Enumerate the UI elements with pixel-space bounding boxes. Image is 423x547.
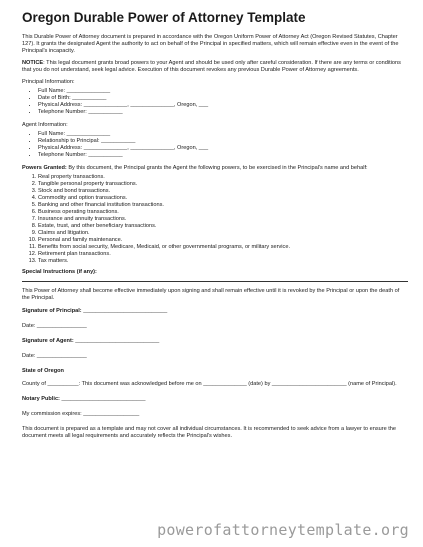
- agent-field: • Full Name: ______________: [38, 131, 408, 138]
- commission-expires: My commission expires: __________________: [22, 411, 140, 417]
- principal-field: • Full Name: ______________: [38, 88, 408, 95]
- state-heading: [22, 368, 408, 375]
- power-item: 11. Benefits from social security, Medicare, Medicaid, or other governmental programs, or military service.: [38, 244, 408, 251]
- power-item: 6. Business operating transactions.: [38, 209, 408, 216]
- notice-text: : This legal document grants broad powers to your Agent and should be used only after careful consideration. If there are any terms or conditions that you do not understand, seek legal advice. Execution of this document revokes any previous Durable Power of Attorney agreements.: [22, 60, 401, 73]
- principal-signature-line: [22, 308, 408, 315]
- state-label: State of Oregon: [22, 368, 64, 374]
- principal-date: Date: ________________: [22, 323, 87, 329]
- power-item: 2. Tangible personal property transactions.: [38, 181, 408, 188]
- power-item: 12. Retirement plan transactions.: [38, 251, 408, 258]
- footer-disclaimer: This document is prepared as a template and may not cover all individual circumstances. It is recommended to seek advice from a lawyer to ensure the document meets all legal requirements and accurately reflects the Principal's wishes.: [22, 426, 397, 439]
- effective-paragraph: This Power of Attorney shall become effective immediately upon signing and shall remain effective until it is revoked by the Principal or upon the death of the Principal.: [22, 288, 400, 301]
- principal-field: • Physical Address: ______________, ______________, Oregon, ___: [38, 102, 408, 109]
- county-acknowledgment: County of __________: This document was acknowledged before me on ______________ (date) by ________________________ (name of Principal).: [22, 381, 397, 387]
- power-item: 9. Claims and litigation.: [38, 230, 408, 237]
- notice-label: NOTICE: [22, 60, 44, 66]
- powers-list: [22, 174, 408, 265]
- special-instructions-heading: Special Instructions (if any):: [22, 269, 97, 275]
- special-instructions-line: [22, 281, 408, 282]
- power-item: 1. Real property transactions.: [38, 174, 408, 181]
- agent-signature-label: Signature of Agent:: [22, 338, 74, 344]
- agent-header: Agent Information:: [22, 122, 68, 128]
- principal-header: Principal Information:: [22, 79, 75, 85]
- notice-paragraph: [22, 60, 408, 74]
- powers-label: Powers Granted:: [22, 165, 67, 171]
- power-item: 3. Stock and bond transactions.: [38, 188, 408, 195]
- power-item: 7. Insurance and annuity transactions.: [38, 216, 408, 223]
- agent-fields-list: [22, 131, 408, 159]
- agent-field: • Relationship to Principal: ___________: [38, 138, 408, 145]
- power-item: 5. Banking and other financial institution transactions.: [38, 202, 408, 209]
- document-page: [22, 10, 408, 440]
- power-item: 4. Commodity and option transactions.: [38, 195, 408, 202]
- intro-paragraph: This Durable Power of Attorney document is prepared in accordance with the Oregon Uniform Power of Attorney Act (Oregon Revised Statutes, Chapter 127). It grants the designated Agent the authority to act on behalf of the Principal in specified matters, which will remain effective even in the event of the Principal's incapacity.: [22, 34, 399, 54]
- principal-signature-blank: ___________________________: [81, 308, 168, 314]
- power-item: 8. Estate, trust, and other beneficiary transactions.: [38, 223, 408, 230]
- document-title: Oregon Durable Power of Attorney Template: [22, 10, 306, 25]
- agent-field: • Physical Address: ______________, ______________, Oregon, ___: [38, 145, 408, 152]
- power-item: 13. Tax matters.: [38, 258, 408, 265]
- powers-text: By this document, the Principal grants the Agent the following powers, to be exercised in the Principal's name and behalf:: [66, 165, 368, 171]
- agent-field: • Telephone Number: ___________: [38, 152, 408, 159]
- special-instructions-label: [22, 269, 408, 276]
- principal-signature-label: Signature of Principal:: [22, 308, 82, 314]
- notary-blank: ___________________________: [59, 396, 146, 402]
- site-watermark: powerofattorneytemplate.org: [157, 521, 409, 539]
- principal-field: • Telephone Number: ___________: [38, 109, 408, 116]
- principal-fields-list: [22, 88, 408, 116]
- agent-date: Date: ________________: [22, 353, 87, 359]
- agent-signature-blank: ___________________________: [73, 338, 160, 344]
- notary-label: Notary Public:: [22, 396, 60, 402]
- powers-paragraph: [22, 165, 408, 172]
- agent-signature-line: [22, 338, 408, 345]
- power-item: 10. Personal and family maintenance.: [38, 237, 408, 244]
- principal-field: • Date of Birth: ___________: [38, 95, 408, 102]
- notary-line: [22, 396, 408, 403]
